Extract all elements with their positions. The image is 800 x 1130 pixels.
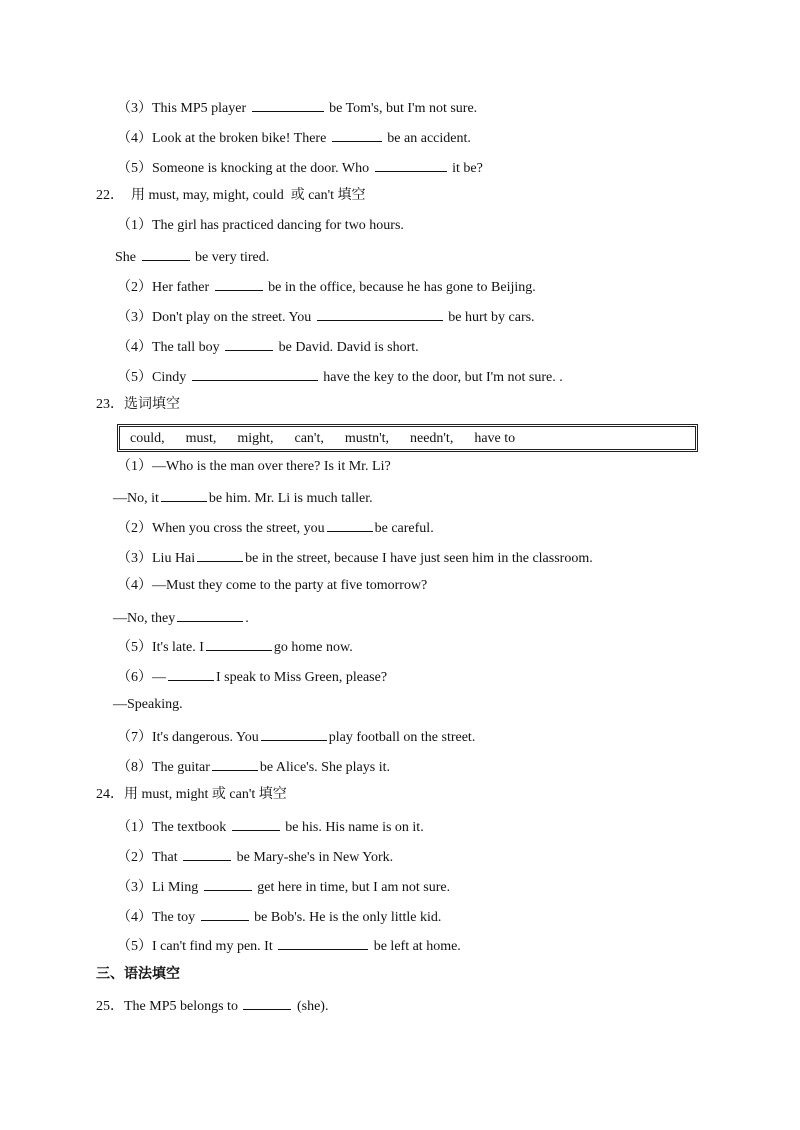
section-heading: 三、语法填空 — [96, 967, 180, 982]
answer-blank[interactable] — [327, 517, 373, 532]
answer-blank[interactable] — [232, 816, 280, 831]
answer-blank[interactable] — [212, 756, 258, 771]
word-bank-box — [117, 424, 698, 452]
answer-blank[interactable] — [317, 306, 443, 321]
q22-1: （1）The girl has practiced dancing for two hours. — [117, 218, 404, 233]
answer-blank[interactable] — [192, 366, 318, 381]
q21-3: （3）This MP5 player be Tom's, but I'm not sure. — [117, 97, 477, 118]
q22-5: （5）Cindy have the key to the door, but I'm not sure. . — [117, 366, 563, 387]
word-bank: could, must, might, can't, mustn't, needn't, have to — [130, 431, 516, 446]
q24-heading: 24．用 must, might 或 can't 填空 — [96, 787, 287, 802]
answer-blank[interactable] — [332, 127, 382, 142]
answer-blank[interactable] — [201, 906, 249, 921]
q23-1: （1）—Who is the man over there? Is it Mr. Li? — [117, 459, 391, 474]
q22-3: （3）Don't play on the street. You be hurt by cars. — [117, 306, 535, 327]
answer-blank[interactable] — [375, 157, 447, 172]
q23-8: （8）The guitar be Alice's. She plays it. — [117, 756, 390, 777]
q23-2: （2）When you cross the street, you be careful. — [117, 517, 434, 538]
q23-heading: 23．选词填空 — [96, 397, 180, 412]
q23-3: （3）Liu Hai be in the street, because I have just seen him in the classroom. — [117, 547, 593, 568]
answer-blank[interactable] — [261, 726, 327, 741]
q22-2: （2）Her father be in the office, because he has gone to Beijing. — [117, 276, 536, 297]
q23-7: （7）It's dangerous. You play football on the street. — [117, 726, 475, 747]
answer-blank[interactable] — [252, 97, 324, 112]
answer-blank[interactable] — [278, 935, 368, 950]
answer-blank[interactable] — [183, 846, 231, 861]
q24-4: （4）The toy be Bob's. He is the only little kid. — [117, 906, 441, 927]
q22-1-answer: She be very tired. — [115, 246, 269, 267]
q22-4: （4）The tall boy be David. David is short. — [117, 336, 419, 357]
q22-heading: 22． 用 must, may, might, could 或 can't 填空 — [96, 188, 366, 203]
q23-6: （6）— I speak to Miss Green, please? — [117, 666, 387, 687]
answer-blank[interactable] — [142, 246, 190, 261]
q25: 25．The MP5 belongs to (she). — [96, 995, 328, 1016]
answer-blank[interactable] — [177, 607, 243, 622]
q21-5: （5）Someone is knocking at the door. Who it be? — [117, 157, 483, 178]
answer-blank[interactable] — [204, 876, 252, 891]
q24-3: （3）Li Ming get here in time, but I am not sure. — [117, 876, 450, 897]
answer-blank[interactable] — [161, 487, 207, 502]
answer-blank[interactable] — [225, 336, 273, 351]
q23-5: （5）It's late. I go home now. — [117, 636, 353, 657]
answer-blank[interactable] — [215, 276, 263, 291]
q23-6-answer: —Speaking. — [113, 697, 183, 712]
answer-blank[interactable] — [243, 995, 291, 1010]
q24-1: （1）The textbook be his. His name is on it. — [117, 816, 424, 837]
q24-2: （2）That be Mary-she's in New York. — [117, 846, 393, 867]
q24-5: （5）I can't find my pen. It be left at home. — [117, 935, 461, 956]
q23-1-answer: —No, it be him. Mr. Li is much taller. — [113, 487, 373, 508]
q23-4: （4）—Must they come to the party at five tomorrow? — [117, 578, 428, 593]
q23-4-answer: —No, they . — [113, 607, 249, 628]
answer-blank[interactable] — [197, 547, 243, 562]
answer-blank[interactable] — [168, 666, 214, 681]
q21-4: （4）Look at the broken bike! There be an accident. — [117, 127, 471, 148]
answer-blank[interactable] — [206, 636, 272, 651]
